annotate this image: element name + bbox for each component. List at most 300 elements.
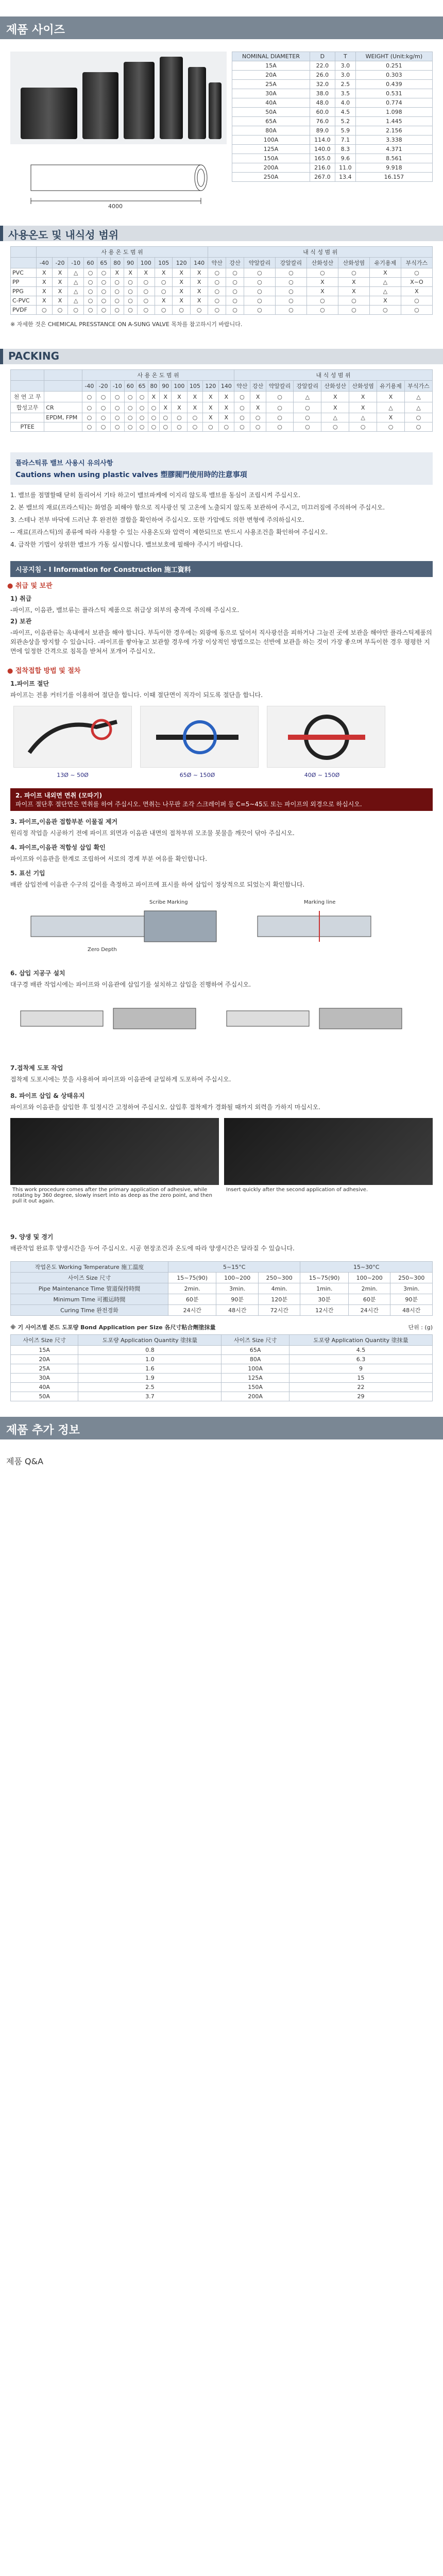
- chem-cell: X: [369, 296, 401, 306]
- chem-cell: X~O: [401, 278, 432, 287]
- adhesive-cell: 4.5: [289, 1346, 432, 1355]
- cure-row-label: 작업온도 Working Temperature 施工溫度: [11, 1262, 168, 1273]
- temp-header: 120: [203, 381, 218, 392]
- chamfer-text: 파이프 절단후 절단면은 면취를 하여 주십시오. 면취는 나무판 조각 스크레이퍼 등 C=5~45도 또는 파이프의 외경으로 하십시오.: [15, 801, 362, 808]
- chem-cell: ○: [266, 413, 294, 422]
- group-temp: 사 용 온 도 범 위: [36, 247, 208, 258]
- s2-6-text: 대구경 배관 작업시에는 파이프와 이음관에 삽입기를 설치하고 삽입을 진행하여 주십시오.: [10, 981, 251, 988]
- temp-cell: X: [36, 268, 52, 278]
- temp-cell: X: [155, 296, 172, 306]
- temp-cell: X: [173, 296, 190, 306]
- temp-cell: ○: [96, 402, 110, 413]
- temp-cell: ○: [96, 392, 110, 402]
- s2-5-title: 5. 표선 기입: [10, 870, 45, 877]
- temp-header: -20: [96, 381, 110, 392]
- table-row: [11, 278, 433, 287]
- temp-cell: ○: [110, 413, 124, 422]
- adhesive-row: [11, 1364, 433, 1374]
- s2-title: ● 접착접합 방법 및 절차: [7, 667, 81, 675]
- adhesive-header: 도포량 Application Quantity 塗抹量: [289, 1335, 432, 1346]
- cure-row: [11, 1294, 433, 1305]
- chem-cell: ○: [250, 413, 266, 422]
- table-row: [11, 392, 433, 402]
- temp-cell: ○: [84, 306, 97, 315]
- adhesive-row: [11, 1374, 433, 1383]
- size-cell: 200A: [232, 163, 310, 173]
- chem-cell: ○: [244, 268, 275, 278]
- size-row: [232, 173, 433, 182]
- chem-cell: △: [321, 413, 349, 422]
- caution-item: 2. 본 밸브의 재료(프라스틱)는 화염을 피해야 함으로 직사광선 및 고온에 노출되지 않도록 보관하여 주시고, 미끄러짐에 주의하여 주십시오.: [10, 504, 385, 511]
- section-header-size: 제품 사이즈: [0, 16, 443, 39]
- tool-caption-3: 40Ø ~ 150Ø: [304, 772, 340, 778]
- temp-cell: ○: [187, 413, 202, 422]
- qa-label[interactable]: 제품 Q&A: [6, 1456, 44, 1466]
- temp-cell: ○: [97, 287, 110, 296]
- s1-1-text: -파이프, 이음관, 밸브류는 플라스틱 제품으로 취급상 외부의 충격에 주의해 주십시오.: [10, 606, 240, 614]
- tool-row: [10, 706, 433, 783]
- row-name: C-PVC: [11, 296, 37, 306]
- chem-header: 산화성산: [321, 381, 349, 392]
- s1-1-title: 1) 취급: [10, 595, 32, 602]
- cure-cell: 90분: [390, 1294, 433, 1305]
- temp-cell: ○: [136, 392, 148, 402]
- size-cell: 40A: [232, 98, 310, 108]
- adhesive-cell: 80A: [222, 1355, 289, 1364]
- temp-cell: X: [218, 392, 234, 402]
- pipe-drawing: [21, 155, 227, 211]
- cure-cell: 100~200: [348, 1273, 390, 1283]
- chem-cell: X: [349, 392, 377, 402]
- adhesive-row: [11, 1346, 433, 1355]
- adhesive-cell: 30A: [11, 1374, 78, 1383]
- table-row: [11, 287, 433, 296]
- size-cell: 267.0: [310, 173, 335, 182]
- row-name: PP: [11, 278, 37, 287]
- temp-header: -40: [82, 381, 96, 392]
- chem-cell: ○: [401, 306, 432, 315]
- cure-row-label: Pipe Maintenance Time 管道保持時間: [11, 1283, 168, 1294]
- temp-header: 90: [160, 381, 172, 392]
- size-cell: 3.0: [335, 61, 355, 71]
- adhesive-cell: 125A: [222, 1374, 289, 1383]
- size-cell: 9.918: [355, 163, 432, 173]
- s2-1-title: 1.파이프 절단: [10, 680, 49, 687]
- size-cell: 2.156: [355, 126, 432, 135]
- size-cell: 0.303: [355, 71, 432, 80]
- chem-cell: ○: [306, 306, 338, 315]
- size-row: [232, 89, 433, 98]
- temp-cell: ○: [160, 422, 172, 432]
- chem-cell: ○: [234, 422, 250, 432]
- size-cell: 11.0: [335, 163, 355, 173]
- temp-cell: X: [52, 268, 68, 278]
- size-cell: 5.9: [335, 126, 355, 135]
- cure-row-label: 사이즈 Size 尺寸: [11, 1273, 168, 1283]
- chem-header: 약알칼리: [244, 258, 275, 268]
- caution-title-ko: 플라스틱류 밸브 사용시 유의사항: [15, 460, 113, 467]
- chem-header: 부식가스: [404, 381, 432, 392]
- cure-cell: 48시간: [390, 1305, 433, 1316]
- chem-cell: ○: [294, 402, 321, 413]
- chem-cell: ○: [226, 268, 244, 278]
- adhesive-cell: 1.0: [78, 1355, 222, 1364]
- temp-cell: X: [172, 392, 187, 402]
- temp-header: -40: [36, 258, 52, 268]
- tool-caption-1: 13Ø ~ 50Ø: [57, 772, 89, 778]
- caution-item: -- 재료(프라스틱)의 종류에 따라 사용할 수 있는 사용온도와 압력이 제한되므로 반드시 사용조건을 확인하여 주십시오.: [10, 529, 328, 536]
- table-subhead-row: [11, 258, 433, 268]
- adhesive-head: [11, 1335, 433, 1346]
- chem-cell: ○: [208, 278, 226, 287]
- row-name: [44, 422, 82, 432]
- size-cell: 0.531: [355, 89, 432, 98]
- temp-cell: ○: [36, 306, 52, 315]
- temp-cell: X: [190, 287, 208, 296]
- temp-cell: ○: [203, 422, 218, 432]
- adhesive-title: ※ 기 사이즈별 본드 도포량 Bond Application per Size 各尺寸粘合劑塗抹量: [10, 1324, 216, 1331]
- cure-cell: 72시간: [258, 1305, 300, 1316]
- temp-header: 105: [187, 381, 202, 392]
- chem-header: 약알칼리: [266, 381, 294, 392]
- table-row: [11, 413, 433, 422]
- size-row: [232, 126, 433, 135]
- temp-header: 120: [173, 258, 190, 268]
- adhesive-unit: 단위 : (g): [408, 1324, 433, 1331]
- adhesive-cell: 1.9: [78, 1374, 222, 1383]
- temp-cell: ○: [84, 287, 97, 296]
- temp-cell: X: [190, 296, 208, 306]
- table-row: [11, 402, 433, 413]
- temp-cell: △: [68, 278, 84, 287]
- chem-cell: X: [401, 287, 432, 296]
- row-category: [11, 413, 44, 422]
- chem-header: 유기용제: [377, 381, 405, 392]
- adhesive-cell: 0.8: [78, 1346, 222, 1355]
- chem-cell: ○: [244, 296, 275, 306]
- adhesive-table: [10, 1334, 433, 1401]
- temp-header: 65: [97, 258, 110, 268]
- chem-cell: ○: [294, 422, 321, 432]
- temp-cell: ○: [187, 422, 202, 432]
- corner-cell: [11, 247, 37, 258]
- adhesive-cell: 15: [289, 1374, 432, 1383]
- chem-cell: ○: [377, 422, 405, 432]
- row-category: PTEE: [11, 422, 44, 432]
- tool-image-3: [267, 706, 385, 768]
- size-cell: 15A: [232, 61, 310, 71]
- temp-header: 140: [190, 258, 208, 268]
- chem-cell: ○: [244, 278, 275, 287]
- temp-cell: X: [190, 268, 208, 278]
- temp-header: 60: [124, 381, 136, 392]
- chem-cell: △: [404, 402, 432, 413]
- temp-cell: X: [148, 392, 160, 402]
- chem-cell: ○: [306, 268, 338, 278]
- temp-cell: ○: [97, 278, 110, 287]
- temp-cell: ○: [124, 296, 137, 306]
- adhesive-row: [11, 1355, 433, 1364]
- adhesive-cell: 200A: [222, 1392, 289, 1401]
- chem-header: 강산: [250, 381, 266, 392]
- temp-cell: ○: [137, 287, 155, 296]
- row-name: PVC: [11, 268, 37, 278]
- size-cell: 13.4: [335, 173, 355, 182]
- cure-cell: 60분: [348, 1294, 390, 1305]
- s2-4-text: 파이프와 이음관을 한계로 조립하여 서로의 경계 부분 여유를 확인합니다.: [10, 855, 208, 862]
- temp-cell: X: [203, 402, 218, 413]
- adhesive-cell: 29: [289, 1392, 432, 1401]
- cure-row-label: Minimum Time 可搬运時間: [11, 1294, 168, 1305]
- construction-band: 시공지침 - I Information for Construction 施工資料: [10, 561, 433, 577]
- chem-cell: ○: [401, 296, 432, 306]
- photo-right: [224, 1118, 433, 1185]
- temp-cell: X: [203, 413, 218, 422]
- chem-cell: ○: [234, 402, 250, 413]
- photo-caption-right: Insert quickly after the second application of adhesive.: [226, 1187, 368, 1193]
- size-cell: 80A: [232, 126, 310, 135]
- temp-cell: ○: [155, 306, 172, 315]
- chem-cell: ○: [349, 422, 377, 432]
- chem-cell: ○: [404, 413, 432, 422]
- size-cell: 1.445: [355, 117, 432, 126]
- s2-9-title: 9. 양생 및 경기: [10, 1233, 54, 1241]
- cure-cell: 60분: [168, 1294, 216, 1305]
- temp-cell: ○: [136, 413, 148, 422]
- temp-header: 100: [137, 258, 155, 268]
- temp-cell: ○: [124, 413, 136, 422]
- cure-cell: 15~75(90): [300, 1273, 349, 1283]
- cure-cell: 120분: [258, 1294, 300, 1305]
- chem-header: 강알칼리: [275, 258, 306, 268]
- size-cell: 140.0: [310, 145, 335, 154]
- chem-cell: ○: [250, 422, 266, 432]
- size-header-3: WEIGHT (Unit:kg/m): [355, 52, 432, 61]
- row-category: 천 연 고 무: [11, 392, 44, 402]
- size-cell: 1.098: [355, 108, 432, 117]
- s2-3-text: 원리정 작업을 시공하기 전에 파이프 외면과 이음관 내면의 접착부위 모조물 봇물을 깨끗이 닦아 주십시오.: [10, 829, 295, 837]
- temp-cell: ○: [124, 422, 136, 432]
- size-row: [232, 145, 433, 154]
- fig-label-3: Marking line: [304, 900, 336, 905]
- size-cell: 48.0: [310, 98, 335, 108]
- size-row: [232, 98, 433, 108]
- temp-cell: X: [36, 296, 52, 306]
- chem-cell: X: [338, 287, 369, 296]
- temp-header: -10: [68, 258, 84, 268]
- table-subhead-row: [11, 381, 433, 392]
- chem-cell: ○: [275, 306, 306, 315]
- temp-cell: ○: [124, 402, 136, 413]
- s2-7-text: 접착제 도포시에는 붓을 사용하여 파이프와 이음관에 균일하게 도포하여 주십시오.: [10, 1076, 231, 1083]
- chem-cell: △: [404, 392, 432, 402]
- s2-6-title: 6. 삽입 지공구 설치: [10, 970, 65, 977]
- temp-cell: X: [52, 287, 68, 296]
- chem-cell: ○: [208, 296, 226, 306]
- size-cell: 30A: [232, 89, 310, 98]
- photo-caption-left: This work procedure comes after the primary application of adhesive, while rotating by 360 degree, slowly insert into as deep as the zero point, and then pull it out again.: [12, 1187, 212, 1204]
- temp-cell: X: [218, 413, 234, 422]
- cure-row: [11, 1273, 433, 1283]
- size-header-2: T: [335, 52, 355, 61]
- temp-cell: △: [68, 268, 84, 278]
- cure-cell: 15~75(90): [168, 1273, 216, 1283]
- corner-cell: [44, 381, 82, 392]
- chem-cell: ○: [244, 287, 275, 296]
- temp-cell: X: [187, 392, 202, 402]
- tool-caption-2: 65Ø ~ 150Ø: [179, 772, 215, 778]
- temp-cell: ○: [155, 287, 172, 296]
- chem-cell: ○: [266, 422, 294, 432]
- temp-header: 100: [172, 381, 187, 392]
- row-name: [44, 392, 82, 402]
- temp-cell: X: [173, 278, 190, 287]
- chem-cell: △: [377, 402, 405, 413]
- cure-cell: 250~300: [258, 1273, 300, 1283]
- row-name: EPDM, FPM: [44, 413, 82, 422]
- temp-cell: ○: [124, 278, 137, 287]
- size-cell: 4.0: [335, 98, 355, 108]
- cure-cell: 24시간: [348, 1305, 390, 1316]
- s2-9-text: 배관작업 완료후 양생시간을 두어 주십시오. 시공 현장조건과 온도에 따라 양생시간은 달라질 수 있습니다.: [10, 1245, 295, 1252]
- temp-cell: ○: [84, 268, 97, 278]
- s2-3-title: 3. 파이프,이음관 접합부분 이물질 제거: [10, 818, 118, 825]
- temp-header: 60: [84, 258, 97, 268]
- chem-cell: X: [250, 402, 266, 413]
- temp-cell: ○: [82, 422, 96, 432]
- temp-cell: ○: [96, 413, 110, 422]
- temp-cell: X: [173, 287, 190, 296]
- temp-cell: X: [160, 392, 172, 402]
- row-category: 합성고무: [11, 402, 44, 413]
- size-cell: 165.0: [310, 154, 335, 163]
- cure-cell: 2min.: [168, 1283, 216, 1294]
- cure-cell: 3min.: [216, 1283, 259, 1294]
- chem-header: 산화성염: [349, 381, 377, 392]
- size-cell: 3.338: [355, 135, 432, 145]
- adhesive-cell: 1.6: [78, 1364, 222, 1374]
- adhesive-row: [11, 1383, 433, 1392]
- cure-cell: 1min.: [300, 1283, 349, 1294]
- fig-label-1: Scribe Marking: [149, 900, 188, 905]
- cure-row: [11, 1283, 433, 1294]
- temp-cell: ○: [110, 392, 124, 402]
- adhesive-header: 사이즈 Size 尺寸: [11, 1335, 78, 1346]
- size-cell: 2.5: [335, 80, 355, 89]
- size-cell: 0.774: [355, 98, 432, 108]
- s2-8-text: 파이프와 이음관을 삽입한 후 일정시간 고정하여 주십시오. 삽입후 접착제가 경화될 때까지 외력을 가하지 마십시오.: [10, 1104, 321, 1111]
- chem-cell: X: [349, 402, 377, 413]
- temp-cell: ○: [160, 413, 172, 422]
- adhesive-cell: 3.7: [78, 1392, 222, 1401]
- temp-cell: X: [124, 268, 137, 278]
- size-row: [232, 80, 433, 89]
- size-cell: 32.0: [310, 80, 335, 89]
- size-cell: 50A: [232, 108, 310, 117]
- temp-cell: ○: [190, 306, 208, 315]
- size-cell: 7.1: [335, 135, 355, 145]
- s2-4-title: 4. 파이프,이음관 적합성 삽입 확인: [10, 844, 106, 851]
- size-cell: 100A: [232, 135, 310, 145]
- adhesive-cell: 2.5: [78, 1383, 222, 1392]
- temp-header: 80: [148, 381, 160, 392]
- table-head-row: [11, 247, 433, 258]
- chem-cell: ○: [338, 268, 369, 278]
- chamfer-title: 2. 파이프 내외면 면취 (모따기): [15, 792, 103, 799]
- temp-cell: ○: [148, 413, 160, 422]
- cure-temp-1: 5~15°C: [168, 1262, 300, 1273]
- size-cell: 216.0: [310, 163, 335, 173]
- temp-table: [10, 246, 433, 315]
- size-cell: 250A: [232, 173, 310, 182]
- corner-cell: [11, 370, 44, 381]
- photo-row: [10, 1118, 433, 1226]
- row-name: PVDF: [11, 306, 37, 315]
- cure-temp-2: 15~30°C: [300, 1262, 433, 1273]
- chem-cell: △: [369, 278, 401, 287]
- chem-cell: ○: [369, 306, 401, 315]
- temp-cell: ○: [82, 402, 96, 413]
- chem-header: 약산: [234, 381, 250, 392]
- size-row: [232, 61, 433, 71]
- temp-header: -10: [110, 381, 124, 392]
- dim-label: 4000: [108, 203, 123, 210]
- chem-cell: X: [377, 392, 405, 402]
- size-header-0: NOMINAL DIAMETER: [232, 52, 310, 61]
- photo-left: [10, 1118, 219, 1185]
- temp-cell: ○: [82, 392, 96, 402]
- corner-cell: [44, 370, 82, 381]
- size-cell: 60.0: [310, 108, 335, 117]
- table-row: [11, 268, 433, 278]
- chem-cell: ○: [226, 278, 244, 287]
- group-chem: 내 식 성 범 위: [208, 247, 433, 258]
- temp-cell: ○: [218, 422, 234, 432]
- temp-cell: ○: [110, 402, 124, 413]
- temp-cell: ○: [137, 278, 155, 287]
- temp-cell: ○: [97, 306, 110, 315]
- chem-cell: ○: [226, 296, 244, 306]
- adhesive-header: 도포량 Application Quantity 塗抹量: [78, 1335, 222, 1346]
- size-cell: 89.0: [310, 126, 335, 135]
- temp-cell: ○: [173, 306, 190, 315]
- chem-cell: X: [338, 278, 369, 287]
- adhesive-header: 사이즈 Size 尺寸: [222, 1335, 289, 1346]
- temp-cell: ○: [110, 306, 124, 315]
- size-cell: 26.0: [310, 71, 335, 80]
- section-header-extra: 제품 추가 정보: [0, 1417, 443, 1439]
- temp-cell: ○: [172, 422, 187, 432]
- band-packing: PACKING: [0, 349, 443, 364]
- temp-cell: ○: [110, 287, 124, 296]
- size-cell: 9.6: [335, 154, 355, 163]
- cure-cell: 24시간: [168, 1305, 216, 1316]
- temp-header: 140: [218, 381, 234, 392]
- size-table: [232, 52, 433, 182]
- adhesive-cell: 22: [289, 1383, 432, 1392]
- temp-cell: X: [172, 402, 187, 413]
- s1-2-text: -파이프, 이음관류는 옥내에서 보관을 해야 합니다. 부득이한 경우에는 외광에 동으로 덮어서 직사광선을 피하거나 그늘진 곳에 보관을 해야만 플라스틱제품의 외관손상을 방지할 수 있습니다. -파이프를 쌓아놓고 보관할 경우에 가장 이상적인 방법으로는 선반에 보관을 하는 것이 가장 좋으며 부득이한 경우 평평한 지면에 일정한 간격으로 침목을 받쳐서 포개어 주십시오.: [10, 629, 432, 655]
- size-cell: 22.0: [310, 61, 335, 71]
- size-row: [232, 71, 433, 80]
- size-row: [232, 135, 433, 145]
- temp-cell: ○: [84, 278, 97, 287]
- cure-cell: 2min.: [348, 1283, 390, 1294]
- size-row: [232, 163, 433, 173]
- adhesive-row: [11, 1392, 433, 1401]
- cure-cell: 250~300: [390, 1273, 433, 1283]
- size-cell: 3.5: [335, 89, 355, 98]
